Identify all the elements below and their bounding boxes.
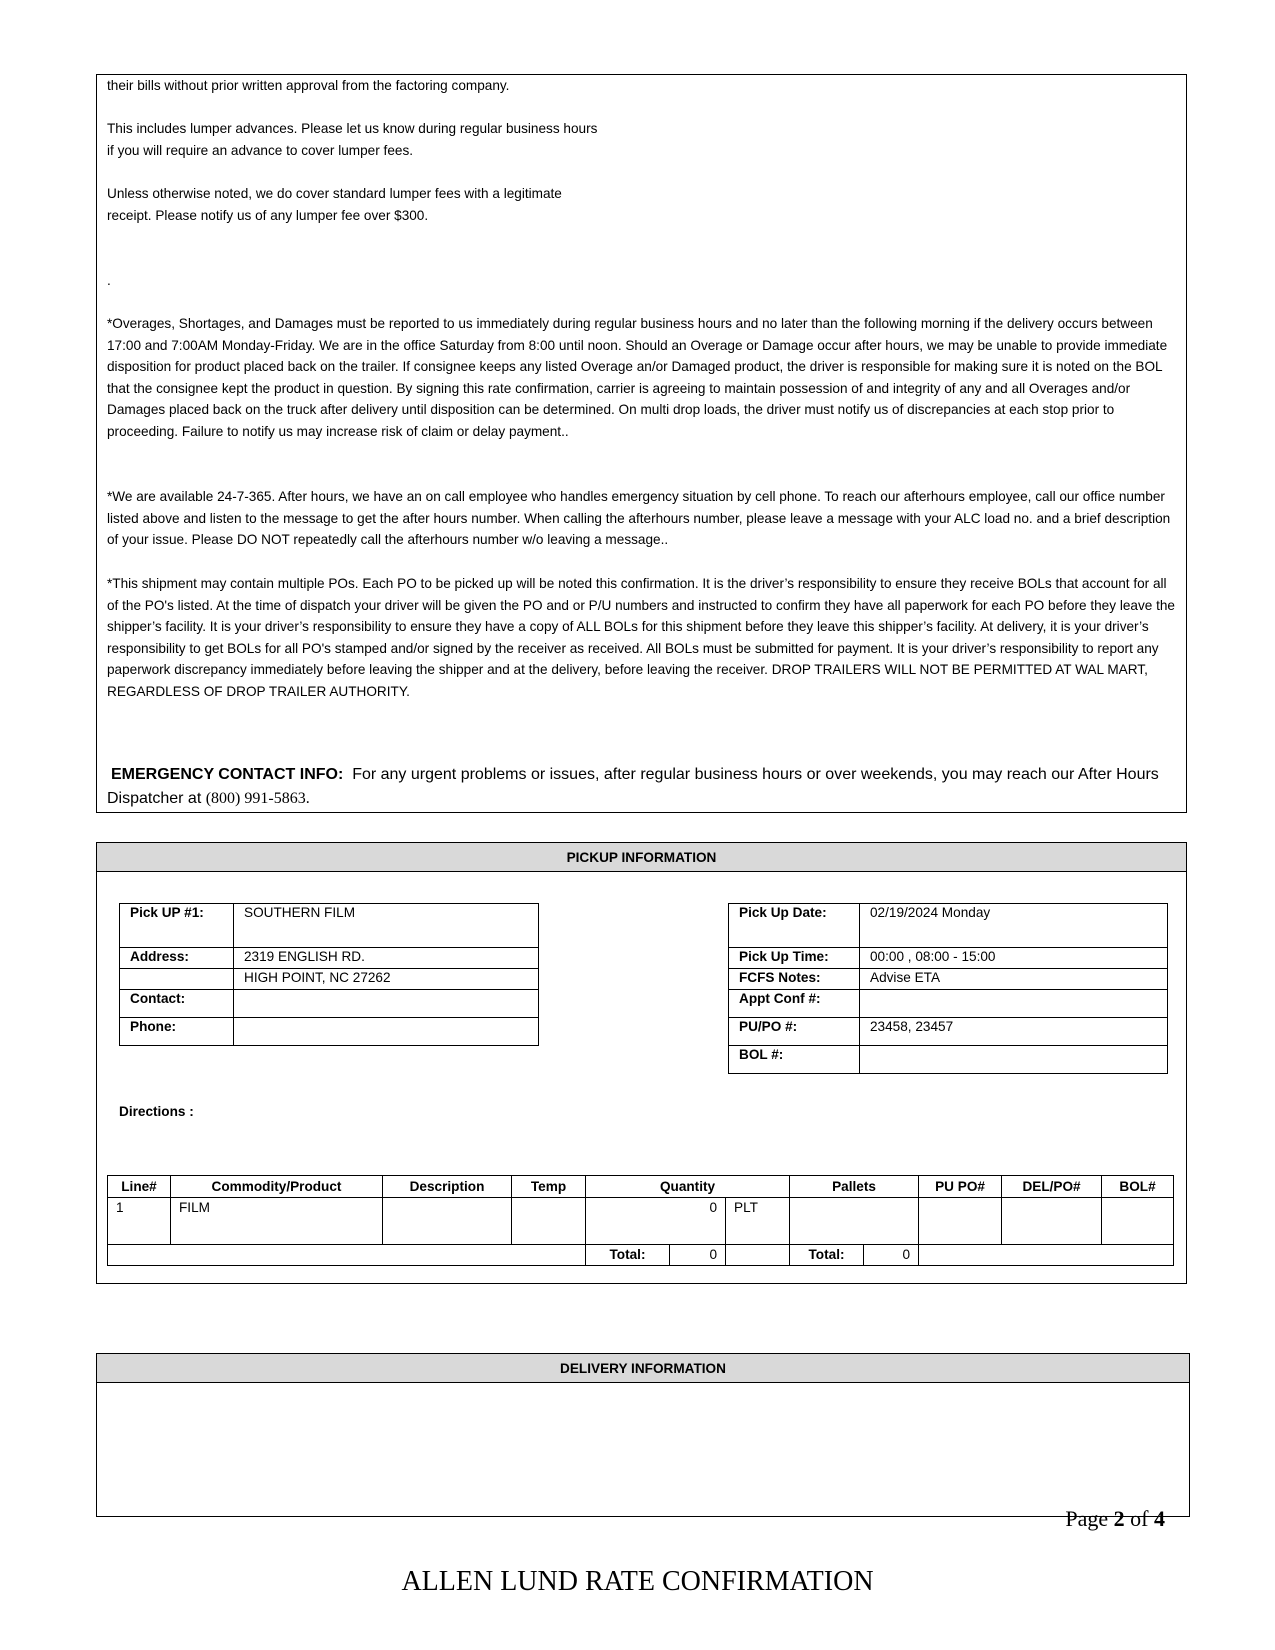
terms-paragraph-lumper-advances: This includes lumper advances. Please let us know during regular business hours if you will require an advance to cover lumper fees. — [107, 121, 598, 158]
commodity-table-header — [108, 1176, 1174, 1198]
pick-up-label: Pick UP #1: — [120, 904, 234, 948]
col-quantity: Quantity — [586, 1176, 790, 1198]
row-pallets — [790, 1198, 919, 1245]
delivery-header: DELIVERY INFORMATION — [97, 1354, 1189, 1383]
row-commodity: FILM — [171, 1198, 383, 1245]
fcfs-notes-value: Advise ETA — [860, 969, 1168, 990]
terms-paragraph-multiple-pos: *This shipment may contain multiple POs. Each PO to be picked up will be noted this confirmation. It is the driver’s responsibility to ensure they receive BOLs that account for all of the PO's listed. At the time of dispatch your driver will be given the PO and or P/U numbers and instructed to confirm they have all paperwork for each PO before they leave the shipper’s facility. It is your driver’s responsibility to ensure they have a copy of ALL BOLs for this shipment before they leave this shipper’s facility. At delivery, it is your driver’s responsibility to get BOLs for all PO's stamped and/or signed by the receiver as received. All BOLs must be submitted for payment. It is your driver’s responsibility to report any paperwork discrepancy immediately before leaving the shipper and at the delivery, before leaving the receiver. DROP TRAILERS WILL NOT BE PERMITTED AT WAL MART, REGARDLESS OF DROP TRAILER AUTHORITY. — [107, 576, 1175, 699]
row-bol — [1102, 1198, 1174, 1245]
directions-label: Directions : — [119, 1104, 194, 1119]
page-current: 2 — [1113, 1506, 1125, 1531]
appt-conf-label: Appt Conf #: — [729, 990, 860, 1018]
emergency-contact-text: For any urgent problems or issues, after regular business hours or over weekends, you may reach our After Hours Dispatcher at — [107, 766, 1159, 807]
page-total: 4 — [1154, 1506, 1165, 1531]
pick-up-time-label: Pick Up Time: — [729, 948, 860, 969]
pu-po-label: PU/PO #: — [729, 1018, 860, 1046]
col-commodity: Commodity/Product — [171, 1176, 383, 1198]
pickup-schedule-table — [728, 903, 1168, 1074]
terms-section — [96, 74, 1187, 813]
bol-value — [860, 1046, 1168, 1074]
pallets-total-value: 0 — [864, 1245, 919, 1266]
bol-label: BOL #: — [729, 1046, 860, 1074]
table-row — [108, 1198, 1174, 1245]
row-unit: PLT — [726, 1198, 790, 1245]
emergency-contact-label: EMERGENCY CONTACT INFO: — [111, 766, 344, 783]
row-del-po — [1002, 1198, 1102, 1245]
pickup-header: PICKUP INFORMATION — [97, 843, 1186, 872]
page-number: Page 2 of 4 — [1065, 1506, 1165, 1531]
pick-up-time-value: 00:00 , 08:00 - 15:00 — [860, 948, 1168, 969]
commodity-table — [107, 1175, 1174, 1266]
address-line1: 2319 ENGLISH RD. — [234, 948, 539, 969]
fcfs-notes-label: FCFS Notes: — [729, 969, 860, 990]
emergency-contact: EMERGENCY CONTACT INFO: For any urgent problems or issues, after regular business hours or over weekends, you may reach our After Hours Dispatcher at (800) 991-5863. — [107, 766, 1159, 807]
pallets-total-label: Total: — [790, 1245, 864, 1266]
row-quantity: 0 — [586, 1198, 726, 1245]
row-line: 1 — [108, 1198, 171, 1245]
terms-paragraph-overages: *Overages, Shortages, and Damages must be reported to us immediately during regular business hours and no later than the following morning if the delivery occurs between 17:00 and 7:00AM Monday-Friday. We are in the office Saturday from 8:00 until noon. Should an Overage or Damage occur after hours, we may be unable to provide immediate disposition for product placed back on the trailer. If consignee keeps any listed Overage an/or Damaged product, the driver is responsible for making sure it is noted on the BOL that the consignee kept the product in question. By signing this rate confirmation, carrier is agreeing to maintain possession of and integrity of any and all Overages and/or Damages placed back on the truck after delivery until disposition can be determined. On multi drop loads, the driver must notify us of discrepancies at each stop prior to proceeding. Failure to notify us may increase risk of claim or delay payment.. — [107, 316, 1168, 439]
row-description — [383, 1198, 512, 1245]
pickup-section — [96, 842, 1187, 1284]
phone-value — [234, 1018, 539, 1046]
pick-up-value: SOUTHERN FILM — [234, 904, 539, 948]
col-pallets: Pallets — [790, 1176, 919, 1198]
delivery-section — [96, 1353, 1190, 1517]
pu-po-value: 23458, 23457 — [860, 1018, 1168, 1046]
col-line: Line# — [108, 1176, 171, 1198]
pickup-location-table — [119, 903, 539, 1046]
quantity-total-label: Total: — [586, 1245, 670, 1266]
quantity-total-value: 0 — [670, 1245, 726, 1266]
address-line2: HIGH POINT, NC 27262 — [234, 969, 539, 990]
pick-up-date-value: 02/19/2024 Monday — [860, 904, 1168, 948]
col-del-po: DEL/PO# — [1002, 1176, 1102, 1198]
appt-conf-value — [860, 990, 1168, 1018]
address-label: Address: — [120, 948, 234, 969]
document-title: ALLEN LUND RATE CONFIRMATION — [401, 1566, 874, 1597]
col-description: Description — [383, 1176, 512, 1198]
terms-paragraph-availability: *We are available 24-7-365. After hours, we have an on call employee who handles emergency situation by cell phone. To reach our afterhours employee, call our office number listed above and listen to the message to get the after hours number. When calling the afterhours number, please leave a message with your ALC load no. and a brief description of your issue. Please DO NOT repeatedly call the afterhours number w/o leaving a message.. — [107, 489, 1171, 548]
contact-value — [234, 990, 539, 1018]
col-pu-po: PU PO# — [919, 1176, 1002, 1198]
terms-paragraph-factoring: their bills without prior written approval from the factoring company. — [107, 78, 510, 93]
row-temp — [512, 1198, 586, 1245]
emergency-phone: (800) 991-5863 — [205, 790, 306, 807]
row-pu-po — [919, 1198, 1002, 1245]
contact-label: Contact: — [120, 990, 234, 1018]
col-bol: BOL# — [1102, 1176, 1174, 1198]
phone-label: Phone: — [120, 1018, 234, 1046]
terms-paragraph-lumper-fees: Unless otherwise noted, we do cover standard lumper fees with a legitimate receipt. Please notify us of any lumper fee over $300. — [107, 186, 562, 223]
pick-up-date-label: Pick Up Date: — [729, 904, 860, 948]
totals-row — [108, 1245, 1174, 1266]
col-temp: Temp — [512, 1176, 586, 1198]
terms-paragraph-dot: . — [107, 273, 111, 288]
